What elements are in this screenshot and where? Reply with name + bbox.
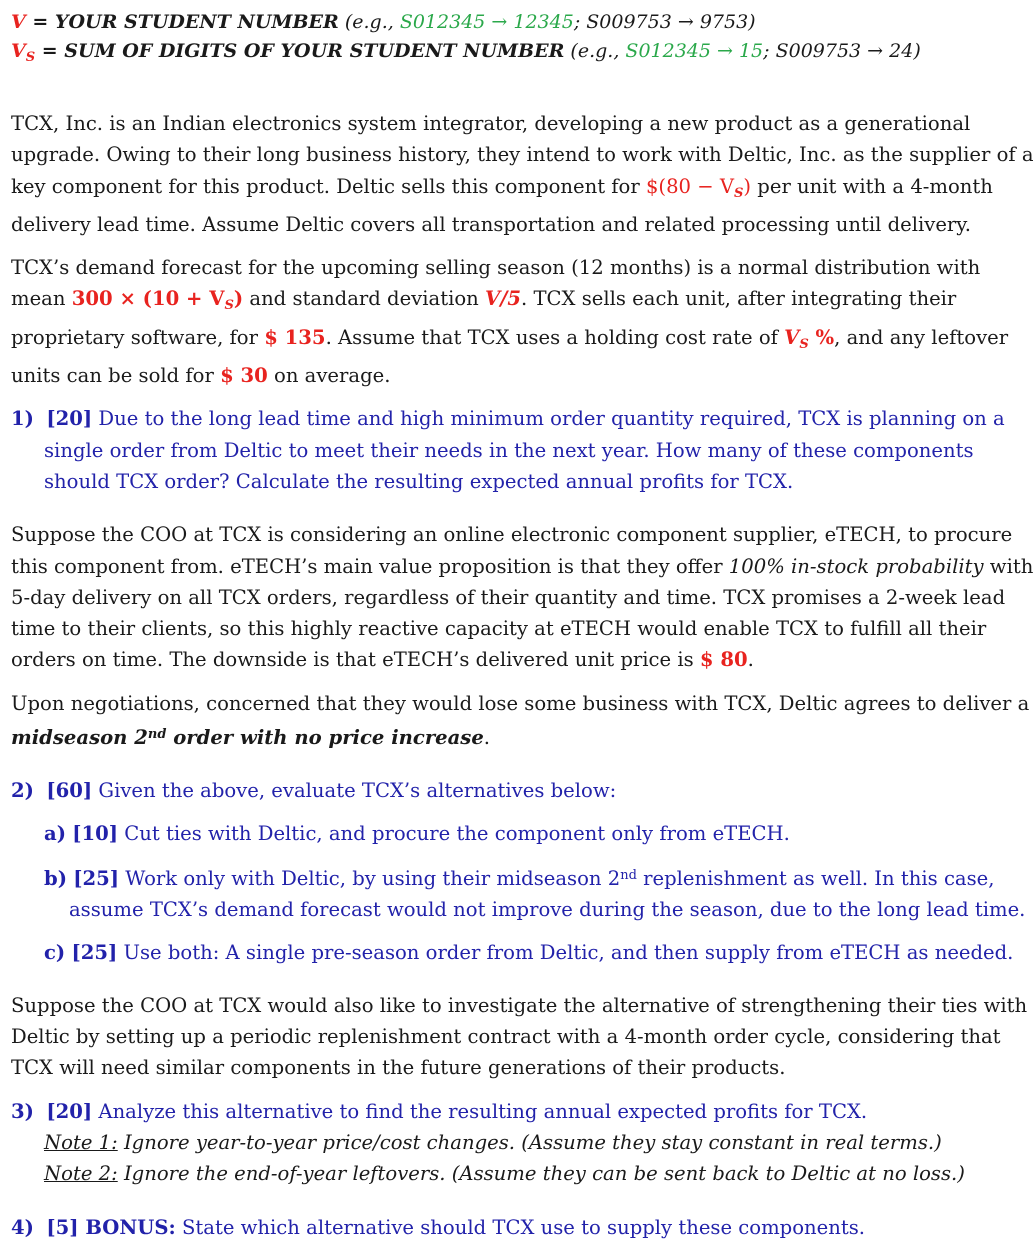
text-line: time to their clients, so this highly reactive capacity at eTECH would enable TCX to fulfill all their [11, 617, 987, 641]
assignment-document [11, 8, 1034, 1243]
question-number: 3) [11, 1099, 34, 1123]
text-line: upgrade. Owing to their long business history, they intend to work with Deltic, Inc. as the supplier of a [11, 143, 1034, 167]
question-points: [20] [46, 407, 93, 431]
text-line: midseason 2nd order with no price increase. [11, 726, 491, 750]
text-line: assume TCX’s demand forecast would not improve during the season, due to the long lead time. [69, 898, 1026, 922]
text-line: TCX’s demand forecast for the upcoming selling season (12 months) is a normal distribution with [11, 256, 981, 280]
text-line: units can be sold for $ 30 on average. [11, 364, 391, 388]
vs-label: $V_S$ [11, 40, 36, 65]
text-line: TCX, Inc. is an Indian electronics system integrator, developing a new product as a generational [11, 112, 971, 135]
text-line: key component for this product. Deltic sells this component for $(80 − $V_S$) per unit with a 4-month [11, 174, 993, 201]
text-line: single order from Deltic to meet their needs in the next year. How many of these components [44, 438, 974, 462]
question-2 [11, 775, 1026, 967]
v-example-2: ; S009753 → 9753) [573, 11, 756, 33]
demand-mean: $300 \times (10 + V_S)$ [71, 287, 244, 314]
text-line: proprietary software, for $ 135. Assume that TCX uses a holding cost rate of $V_S$ %, and any leftover [11, 325, 1009, 352]
vs-example-1: S012345 → 15 [625, 40, 764, 62]
question-4 [11, 1212, 977, 1243]
question-points: [5] BONUS: [46, 1215, 176, 1239]
question-points: [60] [46, 779, 93, 803]
question-2a: a) [10] Cut ties with Deltic, and procure the component only from eTECH. [44, 821, 790, 845]
text-line: orders on time. The downside is that eTECH’s delivered unit price is $ 80. [11, 648, 754, 672]
text-line: should TCX order? Calculate the resulting expected annual profits for TCX. [44, 469, 794, 493]
v-eg-open: (e.g., [338, 11, 400, 33]
demand-paragraph [11, 252, 1009, 391]
midseason-emphasis: midseason 2nd order with no price increase [11, 726, 484, 750]
text-line: Deltic by setting up a periodic replenishment contract with a 4-month order cycle, considering that [11, 1025, 1001, 1049]
vs-example-2: ; S009753 → 24) [763, 40, 921, 62]
deltic-price: $(80 − $V_S$) [645, 174, 752, 201]
vs-definition [11, 37, 977, 72]
text-line: delivery lead time. Assume Deltic covers all transportation and related processing until delivery. [11, 212, 971, 236]
etech-paragraph [11, 519, 1034, 675]
text-line: 2) [60] Given the above, evaluate TCX’s alternatives below: [11, 779, 617, 803]
text-line: Suppose the COO at TCX is considering an online electronic component supplier, eTECH, to procure [11, 523, 1013, 547]
text-line: TCX will need similar components in the future generations of their products. [11, 1056, 786, 1080]
text-line: 3) [20] Analyze this alternative to find the resulting annual expected profits for TCX. [11, 1099, 868, 1123]
text-line: mean $300 \times (10 + V_S)$ and standard deviation V/5. TCX sells each unit, after integrating their [11, 287, 957, 314]
question-2b: b) [25] Work only with Deltic, by using their midseason 2nd replenishment as well. In this case, [44, 866, 995, 890]
etech-price: $ 80 [699, 648, 748, 672]
demand-sd: V/5 [485, 287, 521, 311]
question-number: 2) [11, 779, 34, 803]
text-line: Upon negotiations, concerned that they would lose some business with TCX, Deltic agrees to deliver a [11, 691, 1030, 715]
salvage-price: $ 30 [220, 364, 268, 388]
intro-paragraph [11, 108, 1034, 240]
text-line: 1) [20] Due to the long lead time and high minimum order quantity required, TCX is planning on a [11, 407, 1005, 431]
question-1 [11, 403, 1005, 497]
note-2: Note 2: Ignore the end-of-year leftovers. (Assume they can be sent back to Deltic at no loss.) [44, 1162, 965, 1186]
periodic-paragraph [11, 990, 1028, 1084]
text-line: 5-day delivery on all TCX orders, regardless of their quantity and time. TCX promises a 2-week lead [11, 585, 1006, 609]
question-2c: c) [25] Use both: A single pre-season order from Deltic, and then supply from eTECH as needed. [44, 940, 1014, 964]
v-label: V [11, 11, 26, 33]
question-number: 1) [11, 407, 34, 431]
negotiation-paragraph [11, 688, 1030, 754]
vs-eg-open: (e.g., [564, 40, 626, 62]
instock-emphasis: 100% in-stock probability [728, 554, 984, 578]
question-points: [20] [46, 1099, 93, 1123]
v-definition [11, 8, 977, 37]
note-1: Note 1: Ignore year-to-year price/cost changes. (Assume they stay constant in real terms.) [44, 1131, 942, 1155]
text-line: 4) [5] BONUS: State which alternative should TCX use to supply these components. [11, 1215, 865, 1239]
text-line: Suppose the COO at TCX would also like to investigate the alternative of strengthening their ties with [11, 993, 1028, 1017]
v-text: = YOUR STUDENT NUMBER [25, 11, 339, 33]
vs-text: = SUM OF DIGITS OF YOUR STUDENT NUMBER [35, 40, 565, 62]
v-example-1: S012345 → 12345 [399, 11, 574, 33]
sell-price: $ 135 [264, 325, 326, 349]
text-line: this component from. eTECH’s main value proposition is that they offer 100% in-stock probability with [11, 554, 1034, 578]
holding-rate: $V_S$ % [784, 325, 835, 352]
question-number: 4) [11, 1215, 34, 1239]
question-3 [11, 1096, 977, 1190]
